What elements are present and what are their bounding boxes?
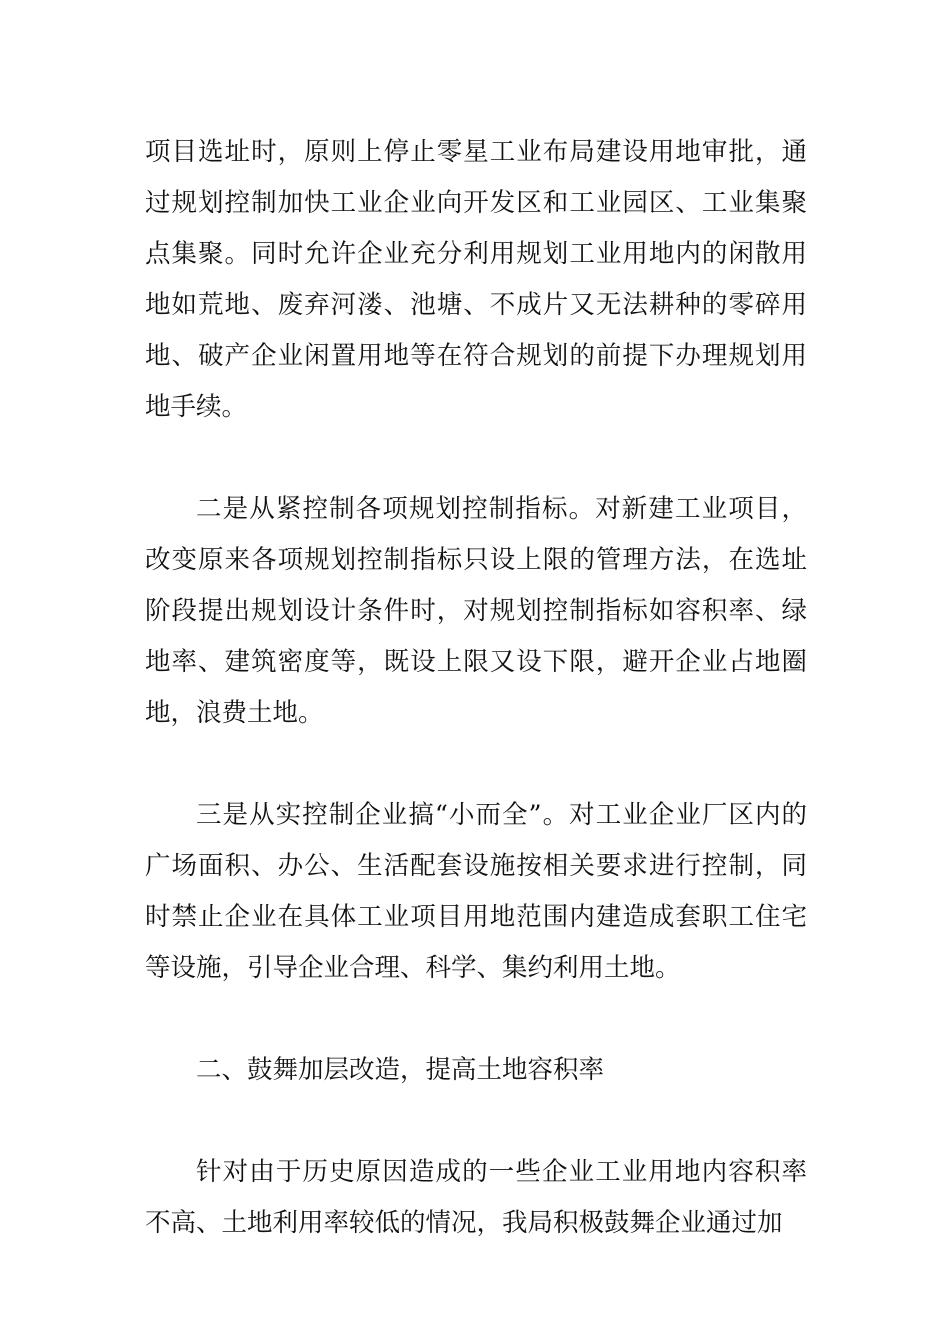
paragraph-site-selection: 项目选址时，原则上停止零星工业布局建设用地审批，通过规划控制加快工业企业向开发区和工业园区、工业集聚点集聚。同时允许企业充分利用规划工业用地内的闲散用地如荒地、废弃河溇、池塘、不成片又无法耕种的零碎用地、破产企业闲置用地等在符合规划的前提下办理规划用地手续。	[145, 137, 807, 422]
document-page	[145, 127, 807, 1249]
section-heading: 二、鼓舞加层改造，提高土地容积率	[196, 1055, 605, 1085]
paragraph-control-indicators: 二是从紧控制各项规划控制指标。对新建工业项目，改变原来各项规划控制指标只设上限的管理方法，在选址阶段提出规划设计条件时，对规划控制指标如容积率、绿地率、建筑密度等，既设上限又设下限，避开企业占地圈地，浪费土地。	[145, 494, 807, 728]
paragraph-small-and-complete: 三是从实控制企业搞“小而全”。对工业企业厂区内的广场面积、办公、生活配套设施按相关要求进行控制，同时禁止企业在具体工业项目用地范围内建造成套职工住宅等设施，引导企业合理、科学、集约利用土地。	[145, 800, 807, 983]
paragraph-floor-area-ratio: 针对由于历史原因造成的一些企业工业用地内容积率不高、土地利用率较低的情况，我局积极鼓舞企业通过加	[145, 1157, 807, 1238]
